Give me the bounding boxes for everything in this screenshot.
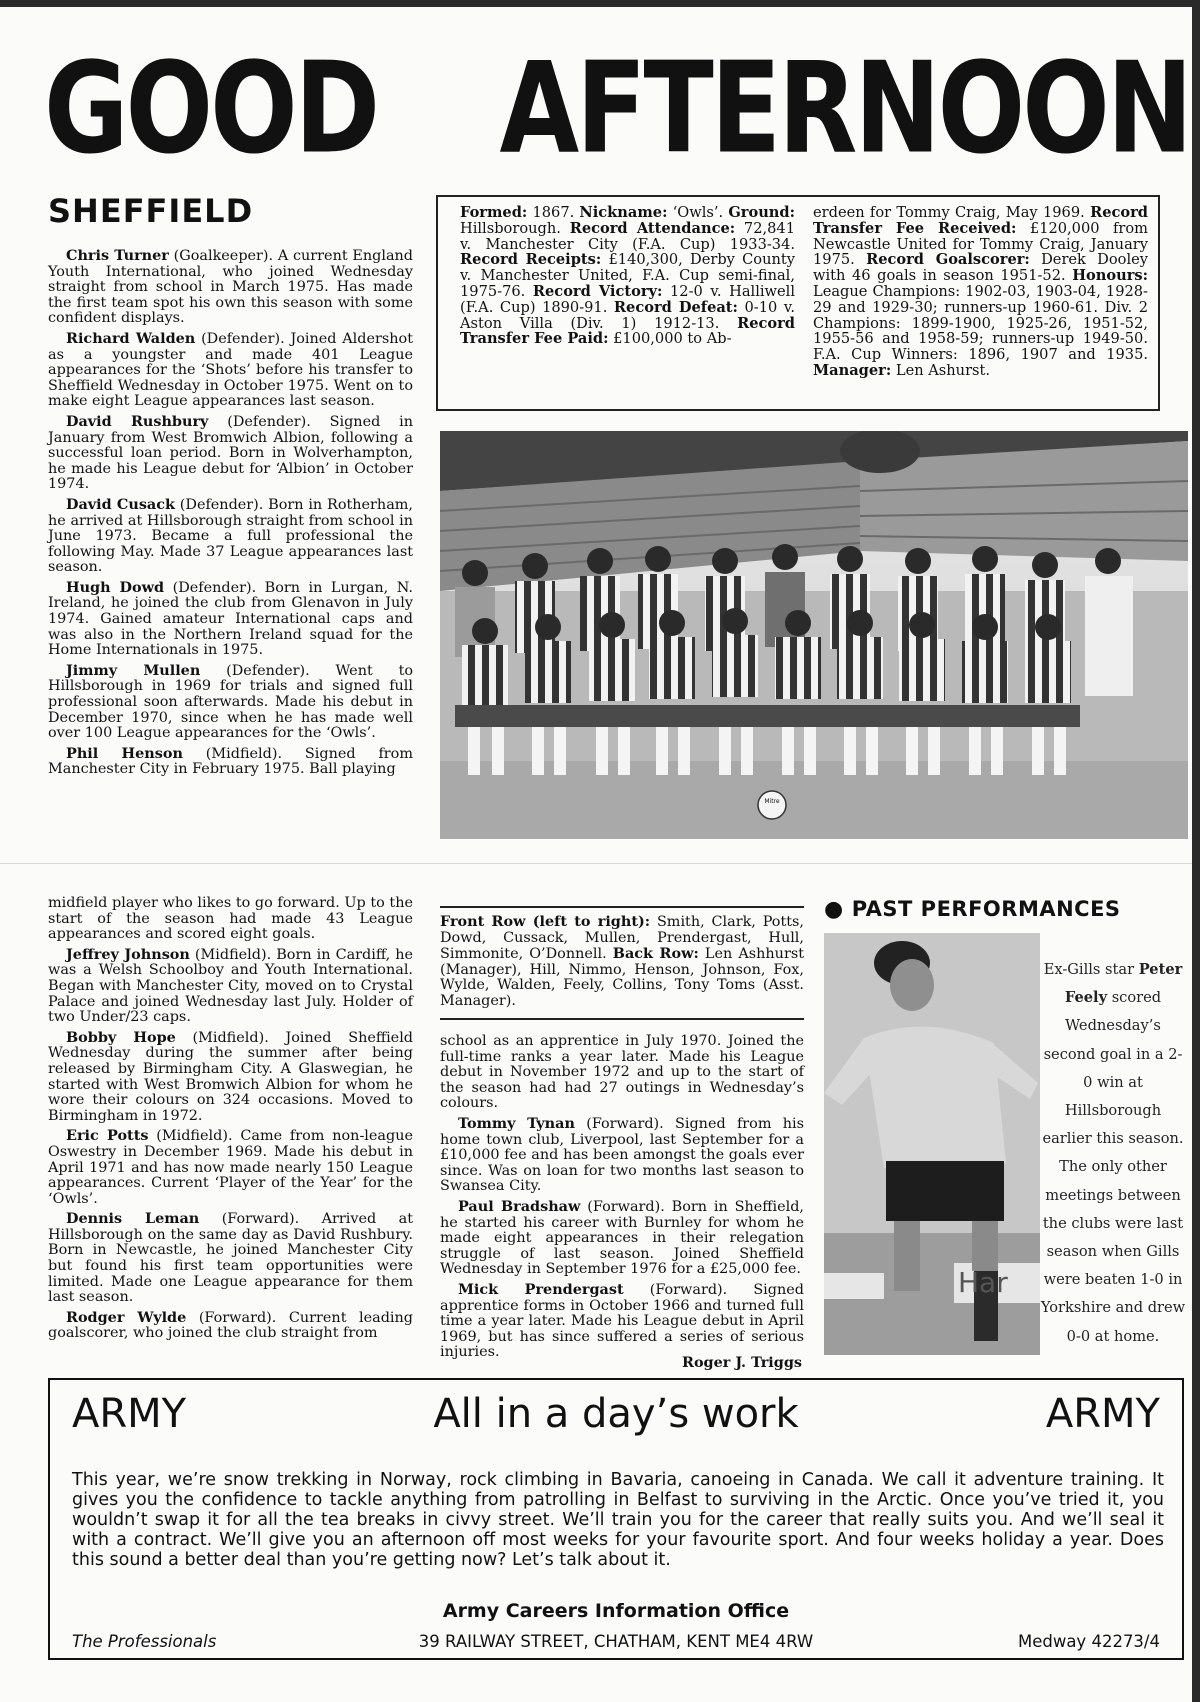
player-bio-text: (Forward). Signed apprentice forms in October 1966 and turned full time a year later. Made his League debut in April 1969, but has since suffered a series of serious injuries. [440,1281,804,1361]
heading-bullet: ● [824,897,844,922]
caption-front-text: Smith, Clark, Potts, Dowd, Cussack, Mullen, Prendergast, Hull, Simmonite, O’Donnell. [440,914,804,963]
past-performances-heading [824,897,1121,922]
caption-front-label: Front Row (left to right): [440,913,651,930]
team-photo [440,431,1188,839]
player-bio-text: (Midfield). Joined Sheffield Wednesday during the summer after being released by Birmingham City. A Glaswegian, he started with West Bromwich Albion for whom he wore their colours on 324 occasions. Moved to Birmingham in 1972. [48,1029,414,1124]
club-facts-right [813,205,1148,403]
player-name: Bobby Hope [66,1028,176,1046]
fact-text: 12-0 v. Halliwell (F.A. Cup) 1890-91. [460,282,796,316]
ball-label: Mitre [764,798,780,805]
club-facts-box [436,195,1160,411]
club-facts-left [460,205,795,403]
player-bio-text: (Midfield). Signed from Manchester City in February 1975. Ball playing [48,745,413,778]
fact-text: £120,000 from Newcastle United for Tommy Craig, January 1975. [813,219,1148,269]
banner [44,35,1190,182]
past-pre: Ex-Gills star [1043,961,1135,978]
player-bio [48,1030,413,1125]
player-name: Mick Prendergast [458,1280,624,1298]
fact-label: Ground: [728,204,796,221]
ad-office: Army Careers Information Office [442,1600,790,1622]
fact-text: 0-10 v. Aston Villa (Div. 1) 1912-13. [460,298,795,332]
player-bio [48,746,413,778]
player-bio [48,663,413,742]
caption-back-text: Len Ashhurst (Manager), Hill, Nimmo, Henson, Johnson, Fox, Wylde, Walden, Feely, Collins, Tony Toms (Asst. Manager). [440,946,804,1009]
player-bio-text: (Goalkeeper). A current England Youth International, who joined Wednesday straight from school in March 1975. Has made the first team spot his own this season with some confident displays. [48,248,413,327]
fact-text: Hillsborough. [460,219,561,237]
player-bio-text: (Defender). Went to Hillsborough in 1969 for trials and signed full professional soon afterwards. Made his debut in December 1970, since when he has made well over 100 League appearances for the ‘Owls’. [48,662,414,742]
fact-label: Record Transfer Fee Paid: [460,314,796,348]
player-bio [48,414,413,493]
player-bio [48,1310,413,1342]
fact-label: Manager: [813,361,892,379]
player-name: Tommy Tynan [458,1114,575,1132]
fact-text: 72,841 v. Manchester City (F.A. Cup) 1933-34. [460,219,795,253]
banner-afternoon: AFTERNOON [499,35,1190,182]
ad-phone: Medway 42273/4 [1017,1632,1160,1651]
past-post: scored Wednesday’s second goal in a 2-0 win at Hillsborough earlier this season. [1042,989,1184,1148]
continued-text: midfield player who likes to go forward. Up to the start of the season had made 43 League appearances and scored eight goals. [48,895,413,943]
team-photo-caption [440,906,804,1020]
past-second: The only other meetings between the clubs were last season when Gills were beaten 1-0 in Yorkshire and drew 0-0 at home. [1040,1158,1186,1345]
fact-text: ‘Owls’. [672,204,724,221]
fact-text: Len Ashurst. [895,361,991,379]
player-bio-text: (Defender). Born in Lurgan, N. Ireland, he joined the club from Glenavon in July 1974. Gained amateur International caps and was also in the Northern Ireland squad for the Home Internationals in 1975. [48,579,414,659]
club-heading: SHEFFIELD [48,192,254,230]
player-bio-text: (Defender). Born in Rotherham, he arrived at Hillsborough straight from school in June 1973. Became a full professional the following May. Made 37 League appearances last season. [48,496,414,576]
ad-body: This year, we’re snow trekking in Norway, rock climbing in Bavaria, canoeing in Canada. We call it adventure training. It gives you the confidence to tackle anything from patrolling in Belfast to surviving in the Arctic. Once you’ve tried it, you wouldn’t swap it for all the tea breaks in civvy street. We’ll train you for the career that really suits you. And we’ll seal it with a contract. We’ll give you an afternoon off most weeks for your favourite sport. And four weeks holiday a year. Does this sound a better deal than you’re getting now? Let’s talk about it. [72,1470,1164,1570]
player-name: David Rushbury [66,412,209,430]
player-bio-text: (Forward). Arrived at Hillsborough on the same day as David Rushbury. Born in Newcastle, he joined Manchester City but found his first team opportunities were limited. Made one League appearance for them last season. [48,1211,414,1306]
player-name: Eric Potts [66,1127,149,1145]
fact-text: 1867. [532,204,575,221]
ad-slogan: All in a day’s work [433,1391,799,1437]
fact-label: Nickname: [579,204,668,221]
player-bio-text: (Defender). Signed in January from West Bromwich Albion, following a successful loan period. Born in Wolverhampton, he made his League debut for ‘Albion’ in October 1974. [48,413,413,493]
fact-label: Record Defeat: [613,298,738,316]
ad-address: 39 RAILWAY STREET, CHATHAM, KENT ME4 4RW [418,1632,814,1651]
top-edge [0,0,1200,7]
past-player-name: Peter Feely [1064,961,1183,1007]
player-name: Chris Turner [66,247,169,264]
fact-continued: erdeen for Tommy Craig, May 1969. [813,204,1085,221]
continued-text: school as an apprentice in July 1970. Joined the full-time ranks a year later. Made his League debut in November 1972 and up to the start of the season had had 27 outings in Wednesday’s colours. [440,1033,804,1112]
player-bio [48,497,413,576]
ad-left-word: ARMY [72,1391,187,1437]
banner-good: GOOD [44,35,378,182]
photo-hoarding-text: Har [958,1266,1008,1299]
fact-text: League Champions: 1902-03, 1903-04, 1928-29 and 1929-30; runners-up 1960-61. Div. 2 Champions: 1899-1900, 1925-26, 1951-52, 1955-56 and 1958-59; runners-up 1949-50. F.A. Cup Winners: 1896, 1907 and 1935. [813,282,1148,364]
player-name: Jeffrey Johnson [66,945,190,963]
players-column-1 [48,248,413,782]
player-bio [48,1211,413,1306]
player-bio-text: (Defender). Joined Aldershot as a youngster and made 401 League appearances for the ‘Shots’ before his transfer to Sheffield Wednesday in October 1975. Went on to make eight League appearances last season. [48,330,413,410]
player-name: David Cusack [66,495,175,513]
past-heading-text: PAST PERFORMANCES [851,897,1121,921]
right-edge [1192,0,1200,1702]
fact-label: Honours: [1072,267,1149,285]
player-bio-text: (Forward). Current leading goalscorer, who joined the club straight from [48,1309,413,1342]
player-bio-text: (Forward). Signed from his home town club, Liverpool, last September for a £10,000 fee and has been amongst the goals ever since. Was on loan for two months last season to Swansea City. [440,1115,804,1195]
page-fold [0,863,1192,864]
player-bio [48,947,413,1026]
fact-text: £140,300, Derby County v. Manchester United, F.A. Cup semi-final, 1975-76. [460,251,796,300]
team-photo-image [440,431,1188,839]
player-bio [48,1128,413,1207]
fact-label: Record Victory: [532,282,663,300]
fact-text: £100,000 to Ab- [613,330,732,348]
feely-photo [824,933,1040,1355]
player-bio [48,248,413,327]
player-name: Rodger Wylde [66,1308,187,1326]
player-name: Paul Bradshaw [458,1197,581,1215]
player-name: Dennis Leman [66,1210,200,1228]
fact-label: Record Attendance: [569,219,736,237]
player-name: Phil Henson [66,744,183,762]
fact-label: Record Transfer Fee Received: [813,204,1149,237]
ad-right-word: ARMY [1045,1391,1160,1437]
player-bio-text: (Midfield). Born in Cardiff, he was a Welsh Schoolboy and Youth International. Began with Manchester City, moved on to Crystal Palace and joined Wednesday last July. Holder of two Under/23 caps. [48,946,413,1026]
player-bio [440,1282,804,1361]
caption-back-label: Back Row: [612,945,699,963]
player-name: Hugh Dowd [66,578,165,596]
player-bio [440,1116,804,1195]
fact-text: Derek Dooley with 46 goals in season 1951-52. [813,251,1149,285]
player-bio-text: (Forward). Born in Sheffield, he started his career with Burnley for whom he made eight appearances in their relegation struggle of last season. Joined Sheffield Wednesday in September 1976 for a £25,000 fee. [440,1198,805,1278]
player-bio [48,331,413,410]
ad-tagline: The Professionals [72,1632,217,1651]
player-bio-text: (Midfield). Came from non-league Oswestry in December 1969. Made his debut in April 1971 and has now made nearly 150 League appearances. Current ‘Player of the Year’ for the ‘Owls’. [48,1128,413,1207]
fact-label: Record Receipts: [460,251,602,269]
player-bio [48,580,413,659]
players-column-2 [48,896,413,1346]
past-performances-text [1040,956,1186,1351]
player-name: Jimmy Mullen [66,661,201,679]
author: Roger J. Triggs [681,1354,802,1371]
players-column-3 [440,1034,804,1365]
army-advert [48,1378,1184,1660]
fact-label: Record Goalscorer: [866,251,1030,269]
player-bio [440,1199,804,1278]
player-name: Richard Walden [66,329,196,347]
fact-label: Formed: [460,204,528,221]
